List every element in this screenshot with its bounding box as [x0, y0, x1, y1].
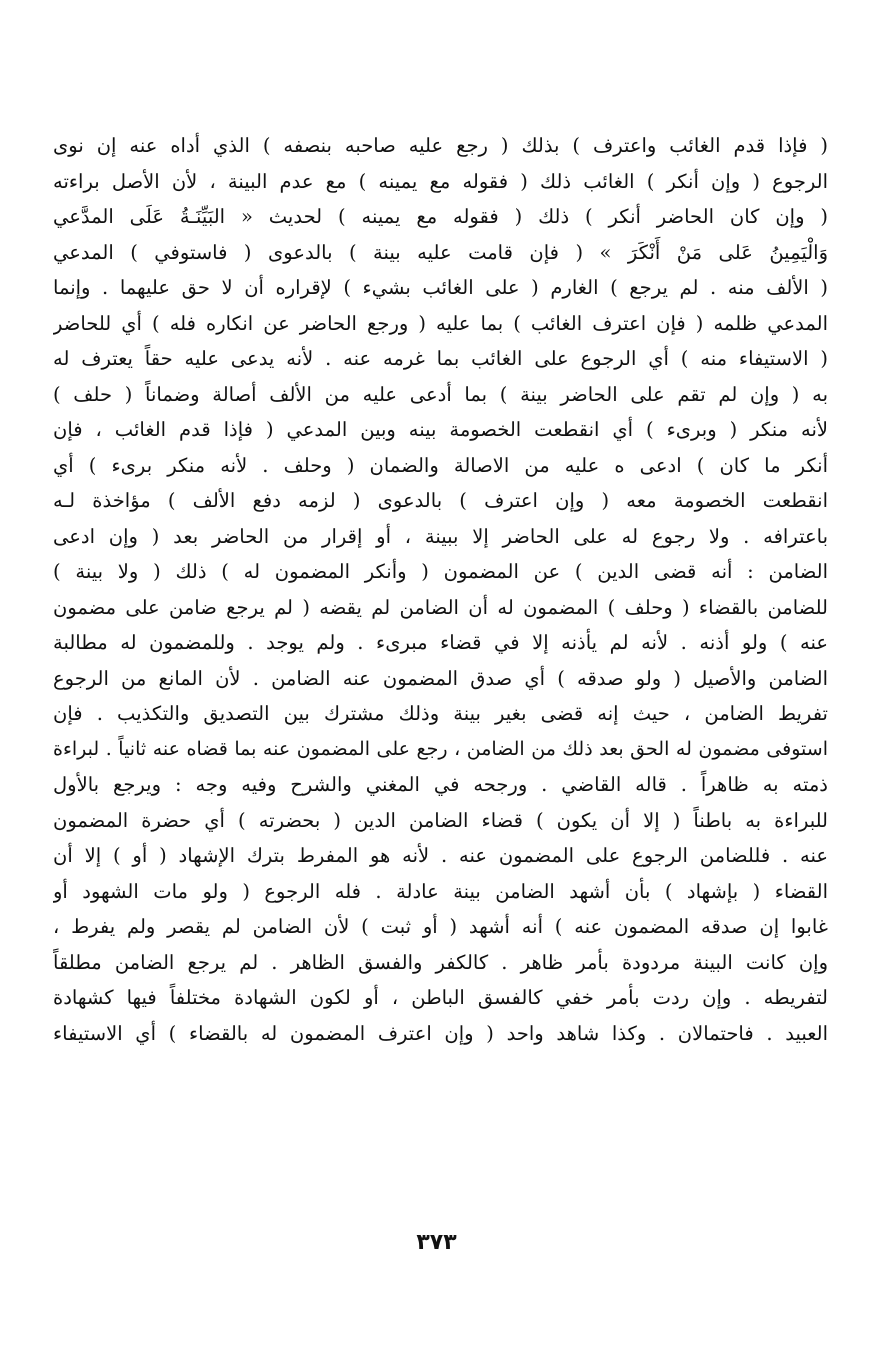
- text-line: لأنه منكر ( وبرىء ) أي انقطعت الخصومة بينه وبين المدعي ( فإذا قدم الغائب ، فإن: [53, 418, 828, 441]
- text-line: انقطعت الخصومة معه ( وإن اعترف ) بالدعوى ( لزمه دفع الألف ) مؤاخذة لـه: [53, 489, 828, 512]
- text-line: ( وإن كان الحاضر أنكر ) ذلك ( فقوله مع يمينه ) لحديث « البَيِّنَـةُ عَلَى المدَّعي: [53, 205, 828, 228]
- text-line: لتفريطه . وإن ردت بأمر خفي كالفسق الباطن ، أو لكون الشهادة مختلفاً فيها كشهادة: [53, 986, 828, 1009]
- text-line: للضامن بالقضاء ( وحلف ) المضمون له أن الضامن لم يقضه ( لم يرجع ضامن على مضمون: [53, 595, 828, 619]
- text-line: وإن كانت البينة مردودة بأمر ظاهر . كالكفر والفسق الظاهر . لم يرجع الضامن مطلقاً: [53, 950, 828, 974]
- text-line: ( الاستيفاء منه ) أي الرجوع على الغائب بما غرمه عنه . لأنه يدعى عليه حقاً يعترف له: [53, 347, 828, 370]
- text-line: به ( وإن لم تقم على الحاضر بينة ) بما أدعى عليه من الألف أصالة وضماناً ( حلف ): [53, 382, 828, 406]
- text-line: القضاء ( بإشهاد ) بأن أشهد الضامن بينة عادلة . فله الرجوع ( ولو مات الشهود أو: [53, 879, 828, 903]
- text-line: أنكر ما كان ) ادعى ه عليه من الاصالة والضمان ( وحلف . لأنه منكر برىء ) أي: [53, 453, 828, 477]
- text-line: الرجوع ( وإن أنكر ) الغائب ذلك ( فقوله مع يمينه ) مع عدم البينة ، لأن الأصل براءته: [53, 169, 828, 193]
- text-line: عنه . فللضامن الرجوع على المضمون عنه . لأنه هو المفرط بترك الإشهاد ( أو ) إلا أن: [53, 844, 828, 867]
- text-line: استوفى مضمون له الحق بعد ذلك من الضامن ، رجع على المضمون عنه بما قضاه عنه ثانياً . لبراءة: [53, 737, 828, 760]
- text-line: الضامن : أنه قضى الدين ) عن المضمون ( وأنكر المضمون له ) ذلك ( ولا بينة ): [53, 560, 828, 583]
- text-line: المدعي ظلمه ( فإن اعترف الغائب ) بما عليه ( ورجع الحاضر عن انكاره فله ) أي للحاضر: [53, 311, 828, 335]
- text-line: ( الألف منه . لم يرجع ) الغارم ( على الغائب بشيء ) لإقراره أن لا حق عليهما . وإنما: [53, 276, 828, 299]
- text-line: عنه ) ولو أذنه . لأنه لم يأذنه إلا في قضاء مبرىء . ولم يوجد . وللمضمون له مطالبة: [53, 631, 828, 654]
- text-line: غابوا إن صدقه المضمون عنه ) أنه أشهد ( أو ثبت ) لأن الضامن لم يقصر ولم يفرط ،: [53, 915, 828, 938]
- text-line: وَالْيَمِينُ عَلى مَنْ أَنْكَرَ » ( فإن قامت عليه بينة ) بالدعوى ( فاستوفي ) المدعي: [53, 240, 828, 264]
- text-line: ذمته به ظاهراً . قاله القاضي . ورجحه في المغني والشرح وفيه وجه : ويرجع بالأول: [53, 773, 828, 796]
- text-line: باعترافه . ولا رجوع له على الحاضر إلا ببينة ، أو إقرار من الحاضر بعد ( وإن ادعى: [53, 524, 828, 548]
- text-line: للبراءة به باطناً ( إلا أن يكون ) قضاء الضامن الدين ( بحضرته ) أي حضرة المضمون: [53, 808, 828, 832]
- text-line: تفريط الضامن ، حيث إنه قضى بغير بينة وذلك مشترك بين التصديق والتكذيب . فإن: [53, 702, 828, 725]
- page-number: ٣٧٣: [416, 1230, 457, 1255]
- text-line: العبيد . فاحتمالان . وكذا شاهد واحد ( وإن اعترف المضمون له بالقضاء ) أي الاستيفاء: [53, 1021, 828, 1045]
- body-text: [53, 128, 828, 1051]
- text-line: ( فإذا قدم الغائب واعترف ) بذلك ( رجع عليه صاحبه بنصفه ) الذي أداه عنه إن نوى: [53, 134, 828, 157]
- text-line: الضامن والأصيل ( ولو صدقه ) أي صدق المضمون عنه الضامن . لأن المانع من الرجوع: [53, 666, 828, 690]
